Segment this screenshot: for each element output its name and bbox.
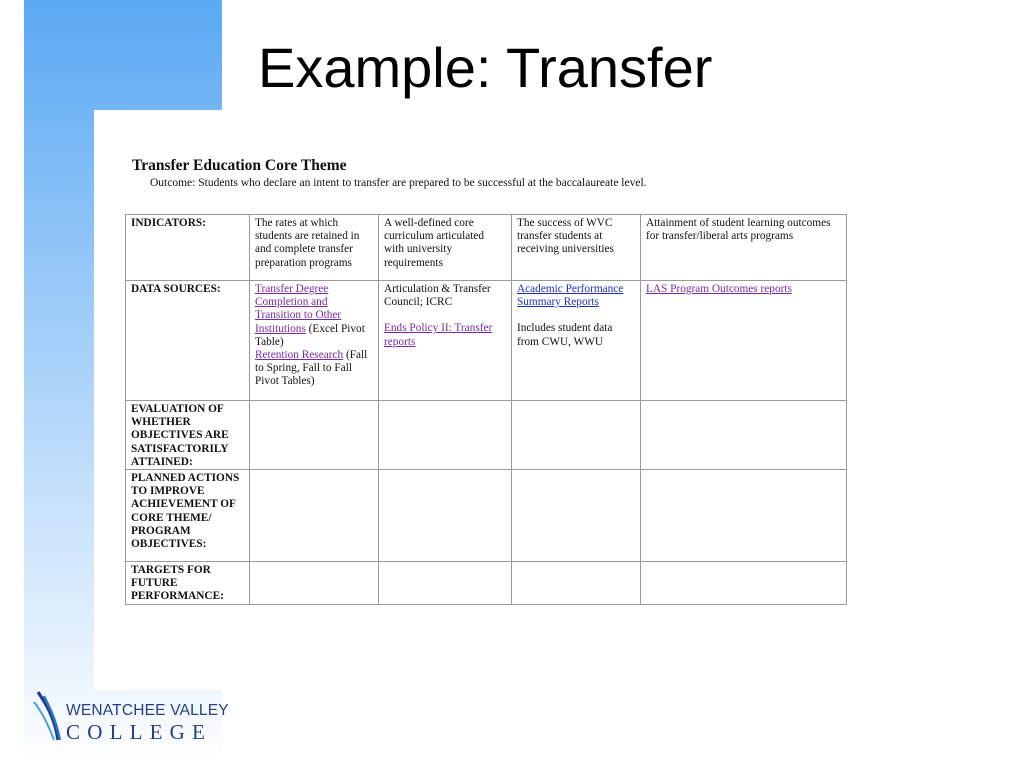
empty-cell: [512, 470, 641, 562]
indicator-cell: The rates at which students are retained in and complete transfer preparation programs: [250, 215, 379, 281]
empty-cell: [379, 470, 512, 562]
empty-cell: [250, 401, 379, 470]
academic-performance-link[interactable]: Academic Performance Summary Reports: [517, 283, 624, 309]
empty-cell: [512, 562, 641, 605]
row-label-targets: TARGETS FOR FUTURE PERFORMANCE:: [126, 562, 250, 605]
data-source-text: (Fall to Spring, Fall to Fall Pivot Tables): [255, 349, 368, 388]
row-label-planned-actions: PLANNED ACTIONS TO IMPROVE ACHIEVEMENT OF CORE THEME/ PROGRAM OBJECTIVES:: [126, 470, 250, 562]
document-outcome: Outcome: Students who declare an intent to transfer are prepared to be successful at the baccalaureate level.: [150, 177, 647, 189]
college-logo: [30, 688, 229, 744]
table-row-targets: [126, 562, 847, 605]
row-label-indicators: INDICATORS:: [126, 215, 250, 281]
table-row-indicators: [126, 215, 847, 281]
ends-policy-link[interactable]: Ends Policy II: Transfer reports: [384, 322, 493, 348]
transfer-degree-link[interactable]: Transfer Degree Completion and Transition to Other Institutions: [255, 283, 342, 335]
table-row-data-sources: [126, 281, 847, 401]
core-theme-table: [125, 214, 847, 605]
data-source-cell: [250, 281, 379, 401]
table-row-planned-actions: [126, 470, 847, 562]
indicator-cell: Attainment of student learning outcomes for transfer/liberal arts programs: [641, 215, 847, 281]
data-source-cell: [512, 281, 641, 401]
row-label-evaluation: EVALUATION OF WHETHER OBJECTIVES ARE SATISFACTORILY ATTAINED:: [126, 401, 250, 470]
empty-cell: [379, 401, 512, 470]
document-image: [94, 110, 890, 690]
indicator-cell: A well-defined core curriculum articulated with university requirements: [379, 215, 512, 281]
row-label-data-sources: DATA SOURCES:: [126, 281, 250, 401]
data-source-cell: [379, 281, 512, 401]
data-source-text: Articulation & Transfer Council; ICRC: [384, 283, 491, 309]
retention-research-link[interactable]: Retention Research: [255, 349, 344, 362]
logo-name-line1: WENATCHEE VALLEY: [66, 702, 229, 719]
data-source-text: Includes student data from CWU, WWU: [517, 322, 613, 348]
empty-cell: [250, 470, 379, 562]
empty-cell: [250, 562, 379, 605]
document-heading: Transfer Education Core Theme: [132, 157, 347, 174]
indicator-cell: The success of WVC transfer students at receiving universities: [512, 215, 641, 281]
empty-cell: [379, 562, 512, 605]
wave-icon: [32, 690, 66, 744]
data-source-text: (Excel Pivot Table): [255, 322, 365, 348]
empty-cell: [512, 401, 641, 470]
empty-cell: [641, 562, 847, 605]
las-program-link[interactable]: LAS Program Outcomes reports: [646, 283, 792, 295]
logo-name-line2: COLLEGE: [66, 720, 213, 744]
empty-cell: [641, 401, 847, 470]
data-source-cell: [641, 281, 847, 401]
empty-cell: [641, 470, 847, 562]
table-row-evaluation: [126, 401, 847, 470]
slide-title: Example: Transfer: [258, 36, 713, 99]
